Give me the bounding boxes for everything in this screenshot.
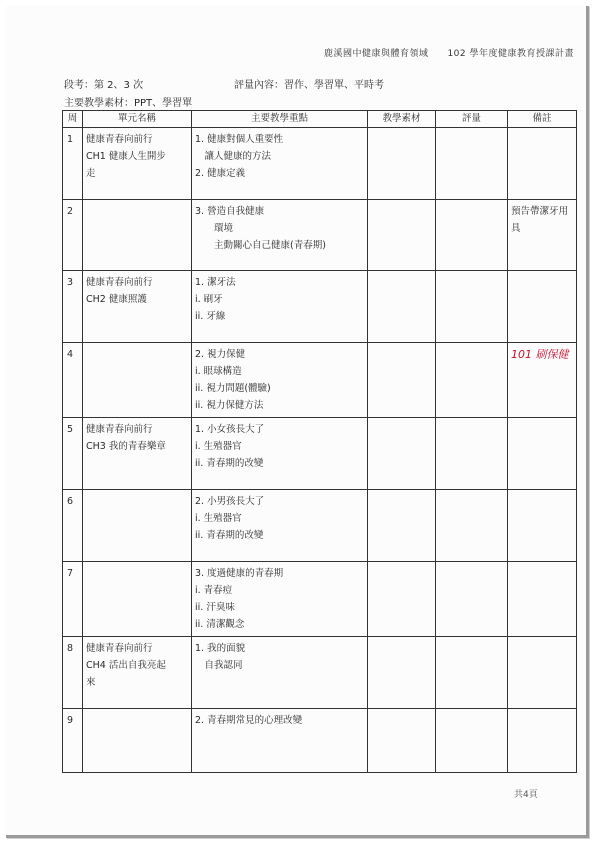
unit-line: 來 xyxy=(86,677,96,688)
unit-line: 健康青春向前行 xyxy=(86,643,153,654)
col-header-points: 主要教學重點 xyxy=(192,111,368,128)
exam-period: 段考：第 2、3 次 xyxy=(64,80,144,91)
teaching-point: ii. 汗臭味 xyxy=(195,602,235,613)
note-cell xyxy=(508,562,577,637)
note-cell xyxy=(508,709,577,773)
note-cell xyxy=(508,418,577,490)
materials-cell xyxy=(368,271,436,343)
week-cell: 6 xyxy=(63,490,83,562)
unit-cell xyxy=(83,200,192,271)
teaching-point: ii. 視力保健方法 xyxy=(195,400,264,411)
teaching-point: i. 眼球構造 xyxy=(195,366,242,377)
teaching-point: 主動關心自己健康(青春期) xyxy=(195,240,326,251)
table-row xyxy=(63,562,577,637)
points-cell xyxy=(192,637,368,709)
teaching-point: i. 青春痘 xyxy=(195,585,233,596)
teaching-point: ii. 青春期的改變 xyxy=(195,458,264,469)
teaching-point: 環境 xyxy=(195,223,234,234)
teaching-point: 2. 健康定義 xyxy=(195,168,246,179)
col-header-eval: 評量 xyxy=(436,111,508,128)
table-row xyxy=(63,128,577,200)
assessment-content: 評量內容：習作、學習單、平時考 xyxy=(234,80,384,91)
table-row xyxy=(63,271,577,343)
points-cell xyxy=(192,343,368,418)
teaching-point: 讓人健康的方法 xyxy=(195,151,272,162)
points-cell xyxy=(192,490,368,562)
eval-cell xyxy=(436,271,508,343)
materials-cell xyxy=(368,200,436,271)
table-row xyxy=(63,709,577,773)
teaching-point: 1. 潔牙法 xyxy=(195,277,236,288)
page-count: 共4頁 xyxy=(514,790,538,800)
unit-line: 健康青春向前行 xyxy=(86,134,153,145)
table-row xyxy=(63,343,577,418)
lesson-plan-table xyxy=(62,110,577,773)
teaching-point: ii. 青春期的改變 xyxy=(195,530,264,541)
eval-cell xyxy=(436,709,508,773)
points-cell xyxy=(192,709,368,773)
week-cell: 5 xyxy=(63,418,83,490)
eval-cell xyxy=(436,200,508,271)
document-page xyxy=(6,6,589,838)
teaching-point: i. 生殖器官 xyxy=(195,513,242,524)
week-cell: 3 xyxy=(63,271,83,343)
eval-cell xyxy=(436,418,508,490)
unit-cell xyxy=(83,418,192,490)
teaching-point: 自我認同 xyxy=(195,660,243,671)
unit-line: 健康青春向前行 xyxy=(86,424,153,435)
table-header-row xyxy=(63,111,577,128)
note-cell xyxy=(508,490,577,562)
points-cell xyxy=(192,200,368,271)
eval-cell xyxy=(436,562,508,637)
eval-cell xyxy=(436,490,508,562)
unit-cell xyxy=(83,490,192,562)
unit-cell xyxy=(83,128,192,200)
table-row xyxy=(63,637,577,709)
col-header-week: 周 xyxy=(63,111,83,128)
unit-cell xyxy=(83,709,192,773)
materials-cell xyxy=(368,709,436,773)
points-cell xyxy=(192,418,368,490)
teaching-point: 2. 小男孩長大了 xyxy=(195,496,265,507)
unit-line: 走 xyxy=(86,168,96,179)
note-cell xyxy=(508,637,577,709)
teaching-point: ii. 清潔觀念 xyxy=(195,619,245,630)
points-cell xyxy=(192,562,368,637)
col-header-materials: 教學素材 xyxy=(368,111,436,128)
teaching-point: 1. 健康對個人重要性 xyxy=(195,134,284,145)
table-row xyxy=(63,418,577,490)
materials-cell xyxy=(368,128,436,200)
unit-line: CH2 健康照護 xyxy=(86,294,147,305)
unit-line: CH4 活出自我亮起 xyxy=(86,660,166,671)
unit-line: 健康青春向前行 xyxy=(86,277,153,288)
teaching-point: i. 生殖器官 xyxy=(195,441,242,452)
teaching-materials: 主要教學素材：PPT、學習單 xyxy=(64,98,193,109)
teaching-point: 1. 小女孩長大了 xyxy=(195,424,265,435)
note-cell: 101 刷保健 xyxy=(508,343,577,418)
materials-cell xyxy=(368,343,436,418)
teaching-point: ii. 視力問題(體驗) xyxy=(195,383,271,394)
unit-line: CH3 我的青春樂章 xyxy=(86,441,166,452)
document-header: 鹿溪國中健康與體育領域 102 學年度健康教育授課計畫 xyxy=(323,49,574,59)
week-cell: 1 xyxy=(63,128,83,200)
eval-cell xyxy=(436,343,508,418)
eval-cell xyxy=(436,637,508,709)
table-row xyxy=(63,490,577,562)
teaching-point: 2. 青春期常見的心理改變 xyxy=(195,715,303,726)
note-cell: 預告帶潔牙用具 xyxy=(508,200,577,271)
week-cell: 2 xyxy=(63,200,83,271)
materials-cell xyxy=(368,637,436,709)
unit-cell xyxy=(83,271,192,343)
week-cell: 8 xyxy=(63,637,83,709)
week-cell: 4 xyxy=(63,343,83,418)
note-cell xyxy=(508,271,577,343)
teaching-point: ii. 牙線 xyxy=(195,311,226,322)
teaching-point: i. 刷牙 xyxy=(195,294,223,305)
points-cell xyxy=(192,271,368,343)
teaching-point: 2. 視力保健 xyxy=(195,349,246,360)
col-header-unit: 單元名稱 xyxy=(83,111,192,128)
materials-cell xyxy=(368,490,436,562)
points-cell xyxy=(192,128,368,200)
unit-cell xyxy=(83,343,192,418)
teaching-point: 3. 營造自我健康 xyxy=(195,206,265,217)
materials-cell xyxy=(368,562,436,637)
teaching-point: 3. 度過健康的青春期 xyxy=(195,568,284,579)
note-cell xyxy=(508,128,577,200)
unit-line: CH1 健康人生開步 xyxy=(86,151,166,162)
week-cell: 9 xyxy=(63,709,83,773)
col-header-note: 備註 xyxy=(508,111,577,128)
unit-cell xyxy=(83,562,192,637)
table-row xyxy=(63,200,577,271)
teaching-point: 1. 我的面貌 xyxy=(195,643,246,654)
week-cell: 7 xyxy=(63,562,83,637)
unit-cell xyxy=(83,637,192,709)
eval-cell xyxy=(436,128,508,200)
materials-cell xyxy=(368,418,436,490)
